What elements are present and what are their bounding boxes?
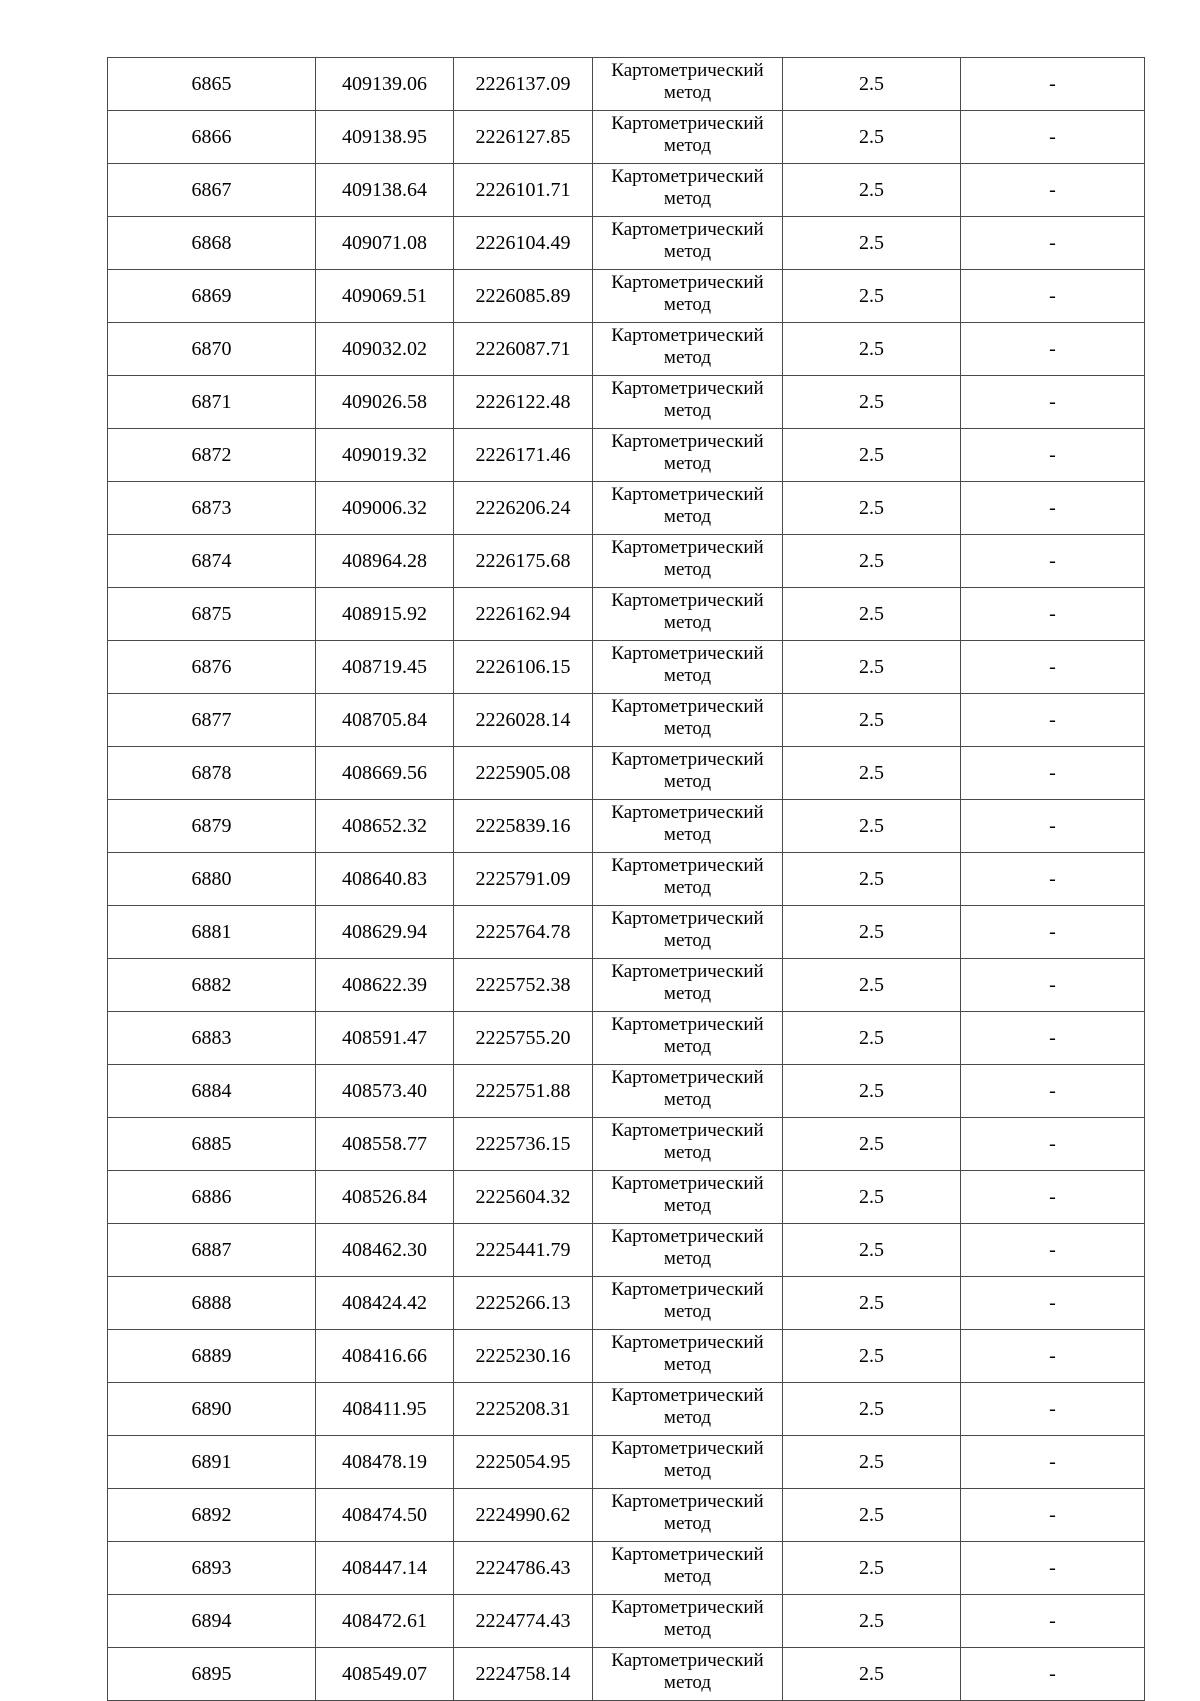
point-number-cell: 6878: [108, 747, 316, 800]
method-cell: [593, 111, 783, 164]
x-coordinate-cell: 408411.95: [316, 1383, 454, 1436]
x-coordinate-cell: 408640.83: [316, 853, 454, 906]
method-text-line1: Картометрический: [611, 1597, 764, 1618]
table-row: [108, 323, 1145, 376]
accuracy-cell: 2.5: [783, 535, 961, 588]
point-number-cell: 6894: [108, 1595, 316, 1648]
method-cell: [593, 376, 783, 429]
description-cell: -: [961, 1330, 1145, 1383]
method-text-line1: Картометрический: [611, 325, 764, 346]
method-text-line1: Картометрический: [611, 643, 764, 664]
x-coordinate-cell: 408447.14: [316, 1542, 454, 1595]
accuracy-cell: 2.5: [783, 959, 961, 1012]
accuracy-cell: 2.5: [783, 1277, 961, 1330]
accuracy-cell: 2.5: [783, 1595, 961, 1648]
table-row: [108, 111, 1145, 164]
description-cell: -: [961, 1383, 1145, 1436]
y-coordinate-cell: 2225736.15: [454, 1118, 593, 1171]
x-coordinate-cell: 408478.19: [316, 1436, 454, 1489]
accuracy-cell: 2.5: [783, 1383, 961, 1436]
accuracy-cell: 2.5: [783, 482, 961, 535]
method-cell: [593, 535, 783, 588]
table-row: [108, 1489, 1145, 1542]
y-coordinate-cell: 2225230.16: [454, 1330, 593, 1383]
description-cell: -: [961, 1542, 1145, 1595]
x-coordinate-cell: 408558.77: [316, 1118, 454, 1171]
description-cell: -: [961, 959, 1145, 1012]
y-coordinate-cell: 2225751.88: [454, 1065, 593, 1118]
method-cell: [593, 747, 783, 800]
method-cell: [593, 1330, 783, 1383]
method-text-line1: Картометрический: [611, 855, 764, 876]
method-cell: [593, 959, 783, 1012]
table-row: [108, 906, 1145, 959]
point-number-cell: 6893: [108, 1542, 316, 1595]
description-cell: -: [961, 853, 1145, 906]
table-body: [108, 58, 1145, 1701]
method-text-line2: метод: [663, 453, 712, 474]
accuracy-cell: 2.5: [783, 1330, 961, 1383]
point-number-cell: 6891: [108, 1436, 316, 1489]
table-row: [108, 1012, 1145, 1065]
y-coordinate-cell: 2225755.20: [454, 1012, 593, 1065]
method-cell: [593, 1542, 783, 1595]
method-text-line1: Картометрический: [611, 166, 764, 187]
method-text-line1: Картометрический: [611, 1438, 764, 1459]
accuracy-cell: 2.5: [783, 217, 961, 270]
point-number-cell: 6872: [108, 429, 316, 482]
y-coordinate-cell: 2226104.49: [454, 217, 593, 270]
method-cell: [593, 906, 783, 959]
accuracy-cell: 2.5: [783, 429, 961, 482]
table-row: [108, 1330, 1145, 1383]
method-cell: [593, 588, 783, 641]
description-cell: -: [961, 906, 1145, 959]
point-number-cell: 6877: [108, 694, 316, 747]
method-text-line2: метод: [663, 1195, 712, 1216]
method-text-line1: Картометрический: [611, 60, 764, 81]
table-row: [108, 217, 1145, 270]
method-text-line1: Картометрический: [611, 1120, 764, 1141]
method-cell: [593, 270, 783, 323]
description-cell: -: [961, 800, 1145, 853]
method-text-line2: метод: [663, 665, 712, 686]
x-coordinate-cell: 409069.51: [316, 270, 454, 323]
method-text-line1: Картометрический: [611, 378, 764, 399]
method-text-line2: метод: [663, 1354, 712, 1375]
description-cell: -: [961, 1277, 1145, 1330]
accuracy-cell: 2.5: [783, 1489, 961, 1542]
x-coordinate-cell: 408719.45: [316, 641, 454, 694]
y-coordinate-cell: 2226101.71: [454, 164, 593, 217]
description-cell: -: [961, 482, 1145, 535]
accuracy-cell: 2.5: [783, 906, 961, 959]
description-cell: -: [961, 376, 1145, 429]
table-row: [108, 1277, 1145, 1330]
method-text-line1: Картометрический: [611, 1226, 764, 1247]
method-text-line1: Картометрический: [611, 272, 764, 293]
y-coordinate-cell: 2226206.24: [454, 482, 593, 535]
y-coordinate-cell: 2224774.43: [454, 1595, 593, 1648]
table-row: [108, 588, 1145, 641]
table-row: [108, 1171, 1145, 1224]
description-cell: -: [961, 217, 1145, 270]
method-text-line1: Картометрический: [611, 537, 764, 558]
method-cell: [593, 1595, 783, 1648]
method-cell: [593, 1648, 783, 1701]
method-text-line2: метод: [663, 1142, 712, 1163]
point-number-cell: 6869: [108, 270, 316, 323]
method-cell: [593, 641, 783, 694]
x-coordinate-cell: 408705.84: [316, 694, 454, 747]
method-text-line1: Картометрический: [611, 1544, 764, 1565]
accuracy-cell: 2.5: [783, 1648, 961, 1701]
table-row: [108, 1224, 1145, 1277]
method-cell: [593, 853, 783, 906]
point-number-cell: 6884: [108, 1065, 316, 1118]
description-cell: -: [961, 270, 1145, 323]
point-number-cell: 6880: [108, 853, 316, 906]
description-cell: -: [961, 1012, 1145, 1065]
y-coordinate-cell: 2226162.94: [454, 588, 593, 641]
method-text-line1: Картометрический: [611, 1385, 764, 1406]
y-coordinate-cell: 2226171.46: [454, 429, 593, 482]
accuracy-cell: 2.5: [783, 323, 961, 376]
point-number-cell: 6885: [108, 1118, 316, 1171]
method-text-line1: Картометрический: [611, 113, 764, 134]
point-number-cell: 6866: [108, 111, 316, 164]
method-text-line1: Картометрический: [611, 1173, 764, 1194]
method-text-line2: метод: [663, 1672, 712, 1693]
method-text-line2: метод: [663, 400, 712, 421]
table-row: [108, 164, 1145, 217]
table-row: [108, 1436, 1145, 1489]
method-text-line2: метод: [663, 347, 712, 368]
description-cell: -: [961, 1648, 1145, 1701]
method-text-line1: Картометрический: [611, 749, 764, 770]
accuracy-cell: 2.5: [783, 1065, 961, 1118]
table-row: [108, 482, 1145, 535]
method-cell: [593, 1489, 783, 1542]
method-text-line2: метод: [663, 241, 712, 262]
point-number-cell: 6881: [108, 906, 316, 959]
method-text-line2: метод: [663, 718, 712, 739]
y-coordinate-cell: 2226175.68: [454, 535, 593, 588]
method-cell: [593, 1171, 783, 1224]
y-coordinate-cell: 2226085.89: [454, 270, 593, 323]
description-cell: -: [961, 1436, 1145, 1489]
method-text-line2: метод: [663, 188, 712, 209]
method-cell: [593, 429, 783, 482]
method-text-line1: Картометрический: [611, 431, 764, 452]
method-text-line2: метод: [663, 1460, 712, 1481]
x-coordinate-cell: 408669.56: [316, 747, 454, 800]
method-cell: [593, 323, 783, 376]
point-number-cell: 6876: [108, 641, 316, 694]
description-cell: -: [961, 1595, 1145, 1648]
method-text-line2: метод: [663, 1619, 712, 1640]
method-text-line2: метод: [663, 1248, 712, 1269]
method-cell: [593, 1383, 783, 1436]
method-cell: [593, 1436, 783, 1489]
method-text-line2: метод: [663, 612, 712, 633]
description-cell: -: [961, 111, 1145, 164]
y-coordinate-cell: 2225752.38: [454, 959, 593, 1012]
point-number-cell: 6873: [108, 482, 316, 535]
method-cell: [593, 1118, 783, 1171]
coordinates-table: [107, 57, 1145, 1701]
table-row: [108, 376, 1145, 429]
accuracy-cell: 2.5: [783, 1542, 961, 1595]
accuracy-cell: 2.5: [783, 800, 961, 853]
y-coordinate-cell: 2225054.95: [454, 1436, 593, 1489]
point-number-cell: 6867: [108, 164, 316, 217]
table-row: [108, 1383, 1145, 1436]
method-text-line1: Картометрический: [611, 1279, 764, 1300]
description-cell: -: [961, 747, 1145, 800]
y-coordinate-cell: 2224758.14: [454, 1648, 593, 1701]
method-cell: [593, 800, 783, 853]
table-row: [108, 747, 1145, 800]
accuracy-cell: 2.5: [783, 747, 961, 800]
point-number-cell: 6865: [108, 58, 316, 111]
x-coordinate-cell: 409138.95: [316, 111, 454, 164]
point-number-cell: 6889: [108, 1330, 316, 1383]
accuracy-cell: 2.5: [783, 1118, 961, 1171]
description-cell: -: [961, 429, 1145, 482]
y-coordinate-cell: 2225839.16: [454, 800, 593, 853]
x-coordinate-cell: 409026.58: [316, 376, 454, 429]
method-text-line2: метод: [663, 1513, 712, 1534]
y-coordinate-cell: 2225266.13: [454, 1277, 593, 1330]
table-row: [108, 270, 1145, 323]
method-text-line1: Картометрический: [611, 1067, 764, 1088]
y-coordinate-cell: 2224786.43: [454, 1542, 593, 1595]
y-coordinate-cell: 2225441.79: [454, 1224, 593, 1277]
method-text-line1: Картометрический: [611, 696, 764, 717]
y-coordinate-cell: 2226028.14: [454, 694, 593, 747]
description-cell: -: [961, 1489, 1145, 1542]
x-coordinate-cell: 408416.66: [316, 1330, 454, 1383]
point-number-cell: 6882: [108, 959, 316, 1012]
method-cell: [593, 694, 783, 747]
accuracy-cell: 2.5: [783, 588, 961, 641]
method-cell: [593, 1012, 783, 1065]
x-coordinate-cell: 408629.94: [316, 906, 454, 959]
method-text-line2: метод: [663, 559, 712, 580]
table-row: [108, 641, 1145, 694]
method-text-line2: метод: [663, 1036, 712, 1057]
description-cell: -: [961, 1224, 1145, 1277]
table-row: [108, 1595, 1145, 1648]
x-coordinate-cell: 409071.08: [316, 217, 454, 270]
accuracy-cell: 2.5: [783, 270, 961, 323]
point-number-cell: 6874: [108, 535, 316, 588]
y-coordinate-cell: 2226122.48: [454, 376, 593, 429]
method-text-line2: метод: [663, 824, 712, 845]
x-coordinate-cell: 408474.50: [316, 1489, 454, 1542]
accuracy-cell: 2.5: [783, 111, 961, 164]
point-number-cell: 6875: [108, 588, 316, 641]
accuracy-cell: 2.5: [783, 1171, 961, 1224]
method-text-line2: метод: [663, 1089, 712, 1110]
y-coordinate-cell: 2225791.09: [454, 853, 593, 906]
x-coordinate-cell: 408652.32: [316, 800, 454, 853]
y-coordinate-cell: 2225604.32: [454, 1171, 593, 1224]
method-cell: [593, 217, 783, 270]
description-cell: -: [961, 694, 1145, 747]
table-row: [108, 429, 1145, 482]
y-coordinate-cell: 2226137.09: [454, 58, 593, 111]
method-text-line2: метод: [663, 135, 712, 156]
method-text-line1: Картометрический: [611, 908, 764, 929]
description-cell: -: [961, 641, 1145, 694]
accuracy-cell: 2.5: [783, 641, 961, 694]
method-cell: [593, 1277, 783, 1330]
method-text-line1: Картометрический: [611, 590, 764, 611]
method-text-line2: метод: [663, 1301, 712, 1322]
description-cell: -: [961, 58, 1145, 111]
method-text-line2: метод: [663, 1407, 712, 1428]
table-row: [108, 1648, 1145, 1701]
method-text-line1: Картометрический: [611, 1650, 764, 1671]
method-text-line2: метод: [663, 82, 712, 103]
y-coordinate-cell: 2225764.78: [454, 906, 593, 959]
y-coordinate-cell: 2226106.15: [454, 641, 593, 694]
method-text-line1: Картометрический: [611, 802, 764, 823]
method-text-line2: метод: [663, 877, 712, 898]
point-number-cell: 6890: [108, 1383, 316, 1436]
x-coordinate-cell: 409019.32: [316, 429, 454, 482]
point-number-cell: 6886: [108, 1171, 316, 1224]
point-number-cell: 6883: [108, 1012, 316, 1065]
x-coordinate-cell: 408915.92: [316, 588, 454, 641]
method-text-line1: Картометрический: [611, 1491, 764, 1512]
table-row: [108, 58, 1145, 111]
method-text-line1: Картометрический: [611, 1332, 764, 1353]
method-cell: [593, 482, 783, 535]
method-text-line2: метод: [663, 983, 712, 1004]
table-row: [108, 1065, 1145, 1118]
y-coordinate-cell: 2226087.71: [454, 323, 593, 376]
accuracy-cell: 2.5: [783, 58, 961, 111]
x-coordinate-cell: 408549.07: [316, 1648, 454, 1701]
point-number-cell: 6868: [108, 217, 316, 270]
x-coordinate-cell: 409032.02: [316, 323, 454, 376]
table-row: [108, 694, 1145, 747]
point-number-cell: 6892: [108, 1489, 316, 1542]
accuracy-cell: 2.5: [783, 1436, 961, 1489]
description-cell: -: [961, 1118, 1145, 1171]
description-cell: -: [961, 535, 1145, 588]
accuracy-cell: 2.5: [783, 1224, 961, 1277]
method-text-line1: Картометрический: [611, 961, 764, 982]
y-coordinate-cell: 2225208.31: [454, 1383, 593, 1436]
table-row: [108, 959, 1145, 1012]
x-coordinate-cell: 408526.84: [316, 1171, 454, 1224]
method-text-line1: Картометрический: [611, 219, 764, 240]
description-cell: -: [961, 588, 1145, 641]
y-coordinate-cell: 2226127.85: [454, 111, 593, 164]
point-number-cell: 6887: [108, 1224, 316, 1277]
method-text-line2: метод: [663, 771, 712, 792]
table-row: [108, 1542, 1145, 1595]
method-cell: [593, 164, 783, 217]
method-cell: [593, 58, 783, 111]
accuracy-cell: 2.5: [783, 376, 961, 429]
description-cell: -: [961, 164, 1145, 217]
method-text-line2: метод: [663, 930, 712, 951]
accuracy-cell: 2.5: [783, 853, 961, 906]
x-coordinate-cell: 409006.32: [316, 482, 454, 535]
method-cell: [593, 1224, 783, 1277]
x-coordinate-cell: 408462.30: [316, 1224, 454, 1277]
x-coordinate-cell: 409139.06: [316, 58, 454, 111]
x-coordinate-cell: 408591.47: [316, 1012, 454, 1065]
x-coordinate-cell: 408573.40: [316, 1065, 454, 1118]
x-coordinate-cell: 408472.61: [316, 1595, 454, 1648]
table-row: [108, 853, 1145, 906]
method-cell: [593, 1065, 783, 1118]
table-row: [108, 1118, 1145, 1171]
method-text-line2: метод: [663, 1566, 712, 1587]
method-text-line2: метод: [663, 506, 712, 527]
table-row: [108, 800, 1145, 853]
point-number-cell: 6888: [108, 1277, 316, 1330]
point-number-cell: 6871: [108, 376, 316, 429]
method-text-line1: Картометрический: [611, 1014, 764, 1035]
point-number-cell: 6879: [108, 800, 316, 853]
x-coordinate-cell: 409138.64: [316, 164, 454, 217]
accuracy-cell: 2.5: [783, 164, 961, 217]
method-text-line1: Картометрический: [611, 484, 764, 505]
description-cell: -: [961, 323, 1145, 376]
point-number-cell: 6895: [108, 1648, 316, 1701]
y-coordinate-cell: 2225905.08: [454, 747, 593, 800]
x-coordinate-cell: 408964.28: [316, 535, 454, 588]
point-number-cell: 6870: [108, 323, 316, 376]
description-cell: -: [961, 1065, 1145, 1118]
accuracy-cell: 2.5: [783, 1012, 961, 1065]
table-row: [108, 535, 1145, 588]
method-text-line2: метод: [663, 294, 712, 315]
accuracy-cell: 2.5: [783, 694, 961, 747]
y-coordinate-cell: 2224990.62: [454, 1489, 593, 1542]
x-coordinate-cell: 408424.42: [316, 1277, 454, 1330]
description-cell: -: [961, 1171, 1145, 1224]
x-coordinate-cell: 408622.39: [316, 959, 454, 1012]
